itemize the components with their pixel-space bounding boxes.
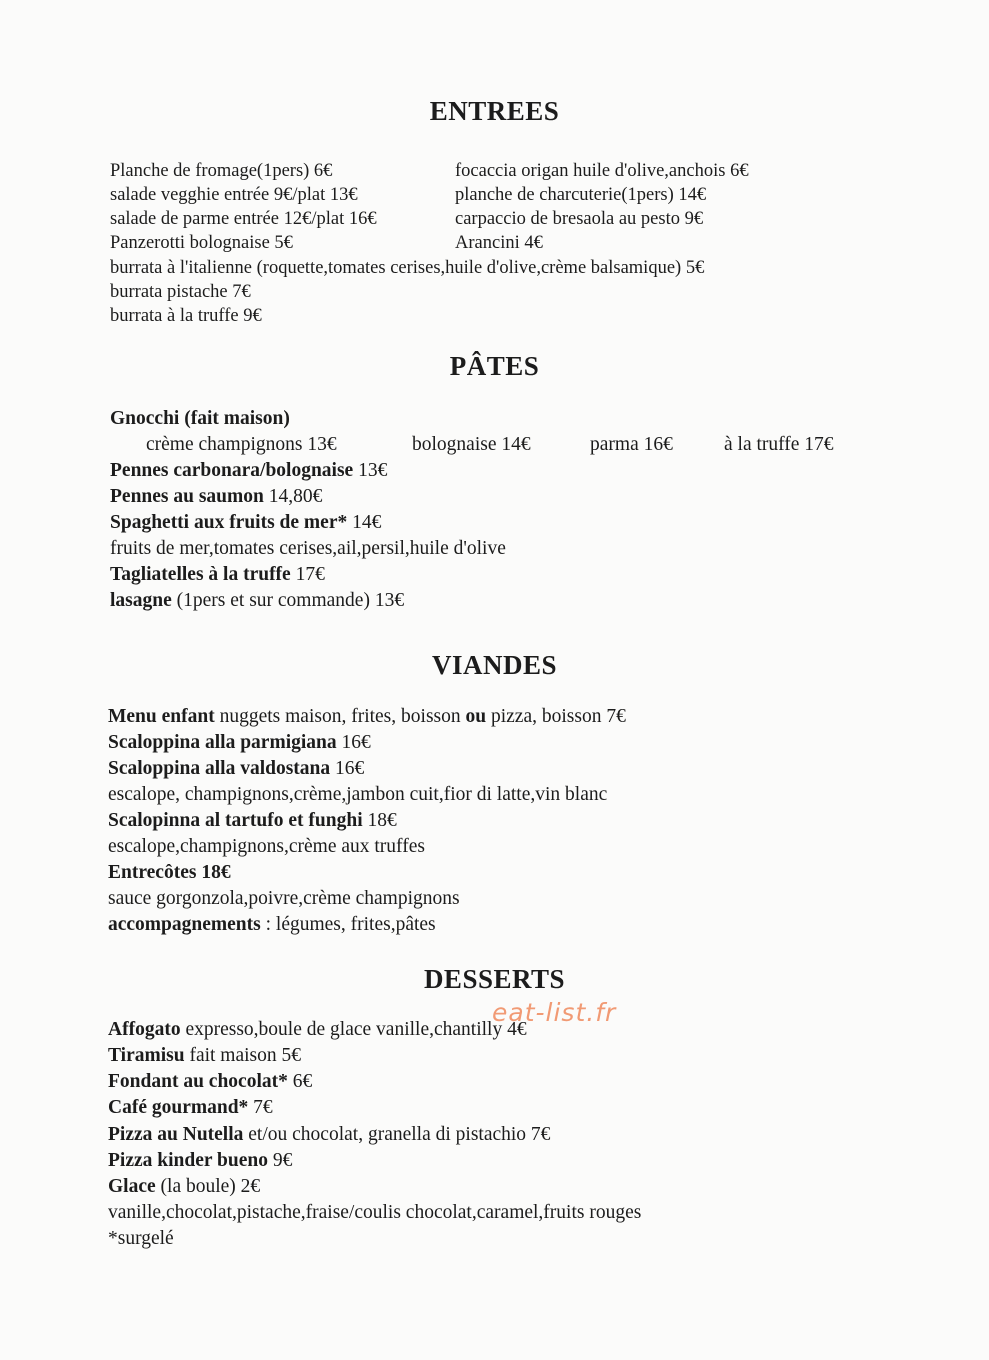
dish-name: Fondant au chocolat* xyxy=(108,1071,288,1092)
dish-details: escalope, champignons,crème,jambon cuit,fior di latte,vin blanc xyxy=(108,784,608,805)
entree-item: Arancini 4€ xyxy=(455,233,543,253)
watermark-logo: eat-list.fr xyxy=(492,998,617,1027)
dish-details: sauce gorgonzola,poivre,crème champignons xyxy=(108,888,460,909)
dish-name: accompagnements xyxy=(108,914,261,935)
dish-details: (la boule) 2€ xyxy=(155,1176,261,1197)
dish-details: 14,80€ xyxy=(263,486,323,507)
dish-name: Affogato xyxy=(108,1019,181,1040)
menu-item-description xyxy=(108,834,425,860)
menu-item xyxy=(108,1069,312,1095)
entree-item: Planche de fromage(1pers) 6€ xyxy=(110,161,333,181)
dish-details: *surgelé xyxy=(108,1228,174,1249)
dish-details: 9€ xyxy=(268,1150,293,1171)
dish-name: Pizza kinder bueno xyxy=(108,1150,268,1171)
menu-item xyxy=(108,912,436,938)
dish-name: Scalopinna al tartufo et funghi xyxy=(108,810,363,831)
dish-name: Entrecôtes 18€ xyxy=(108,862,231,883)
dish-name: Pizza au Nutella xyxy=(108,1124,244,1145)
section-title-viandes: VIANDES xyxy=(431,650,558,680)
menu-item xyxy=(110,484,322,510)
dish-details: 7€ xyxy=(248,1097,273,1118)
menu-item xyxy=(108,1174,260,1200)
menu-item-description xyxy=(108,1200,641,1226)
dish-details: (1pers et sur commande) 13€ xyxy=(171,590,405,611)
entree-item: salade vegghie entrée 9€/plat 13€ xyxy=(110,185,358,205)
menu-item xyxy=(108,1043,301,1069)
section-title-desserts: DESSERTS xyxy=(423,964,566,994)
dish-name: Glace xyxy=(108,1176,156,1197)
menu-item-description xyxy=(108,782,607,808)
dish-details: : légumes, frites,pâtes xyxy=(260,914,436,935)
dish-details: 6€ xyxy=(287,1071,313,1092)
entree-item: salade de parme entrée 12€/plat 16€ xyxy=(110,209,377,229)
dish-details: et/ou chocolat, granella di pistachio 7€ xyxy=(243,1124,551,1145)
dish-details: fruits de mer,tomates cerises,ail,persil,huile d'olive xyxy=(110,538,506,559)
dish-details: 16€ xyxy=(336,732,371,753)
gnocchi-option: bolognaise 14€ xyxy=(412,434,531,455)
menu-item xyxy=(110,406,290,432)
gnocchi-option: à la truffe 17€ xyxy=(724,434,834,455)
dish-details: fait maison 5€ xyxy=(184,1045,302,1066)
menu-item xyxy=(110,510,381,536)
gnocchi-option: crème champignons 13€ xyxy=(146,434,337,455)
dish-details: 17€ xyxy=(290,564,325,585)
dish-name: Scaloppina alla parmigiana xyxy=(108,732,337,753)
menu-item xyxy=(108,1148,292,1174)
dish-name: Tiramisu xyxy=(108,1045,185,1066)
footnote xyxy=(108,1226,174,1252)
menu-item xyxy=(108,704,626,730)
menu-item xyxy=(110,562,325,588)
dish-details: pizza, boisson 7€ xyxy=(486,706,626,727)
dish-name: Pennes au saumon xyxy=(110,486,264,507)
menu-item xyxy=(108,1017,527,1043)
dish-name: Tagliatelles à la truffe xyxy=(110,564,291,585)
dish-name: Pennes carbonara/bolognaise xyxy=(110,460,354,481)
dish-name: Spaghetti aux fruits de mer* xyxy=(110,512,348,533)
menu-item xyxy=(108,808,397,834)
menu-item xyxy=(108,860,231,886)
menu-item xyxy=(108,730,371,756)
dish-name: lasagne xyxy=(110,590,172,611)
menu-item xyxy=(110,458,387,484)
entree-item: burrata à l'italienne (roquette,tomates cerises,huile d'olive,crème balsamique) 5€ xyxy=(110,258,705,278)
dish-details: nuggets maison, frites, boisson xyxy=(214,706,466,727)
menu-item xyxy=(110,588,404,614)
dish-details: expresso,boule de glace vanille,chantilly 4€ xyxy=(180,1019,527,1040)
menu-item-description xyxy=(110,536,506,562)
dish-details: 16€ xyxy=(330,758,365,779)
menu-item xyxy=(108,1095,273,1121)
entree-item: burrata pistache 7€ xyxy=(110,282,251,302)
dish-details: escalope,champignons,crème aux truffes xyxy=(108,836,425,857)
dish-name: Gnocchi (fait maison) xyxy=(110,408,290,429)
entree-item: focaccia origan huile d'olive,anchois 6€ xyxy=(455,161,749,181)
section-title-entrees: ENTREES xyxy=(429,96,560,126)
dish-details: 18€ xyxy=(362,810,397,831)
section-title-pates: PÂTES xyxy=(449,351,540,381)
dish-name: Scaloppina alla valdostana xyxy=(108,758,331,779)
dish-name: Café gourmand* xyxy=(108,1097,249,1118)
menu-item-description xyxy=(108,886,460,912)
dish-details: vanille,chocolat,pistache,fraise/coulis chocolat,caramel,fruits rouges xyxy=(108,1202,642,1223)
dish-details-bold: ou xyxy=(465,706,487,727)
dish-details: 14€ xyxy=(347,512,382,533)
entree-item: Panzerotti bolognaise 5€ xyxy=(110,233,293,253)
menu-item xyxy=(108,1122,550,1148)
entree-item: carpaccio de bresaola au pesto 9€ xyxy=(455,209,704,229)
entree-item: planche de charcuterie(1pers) 14€ xyxy=(455,185,707,205)
menu-item xyxy=(108,756,364,782)
gnocchi-option: parma 16€ xyxy=(590,434,673,455)
dish-details: 13€ xyxy=(353,460,388,481)
entree-item: burrata à la truffe 9€ xyxy=(110,306,262,326)
dish-name: Menu enfant xyxy=(108,706,215,727)
